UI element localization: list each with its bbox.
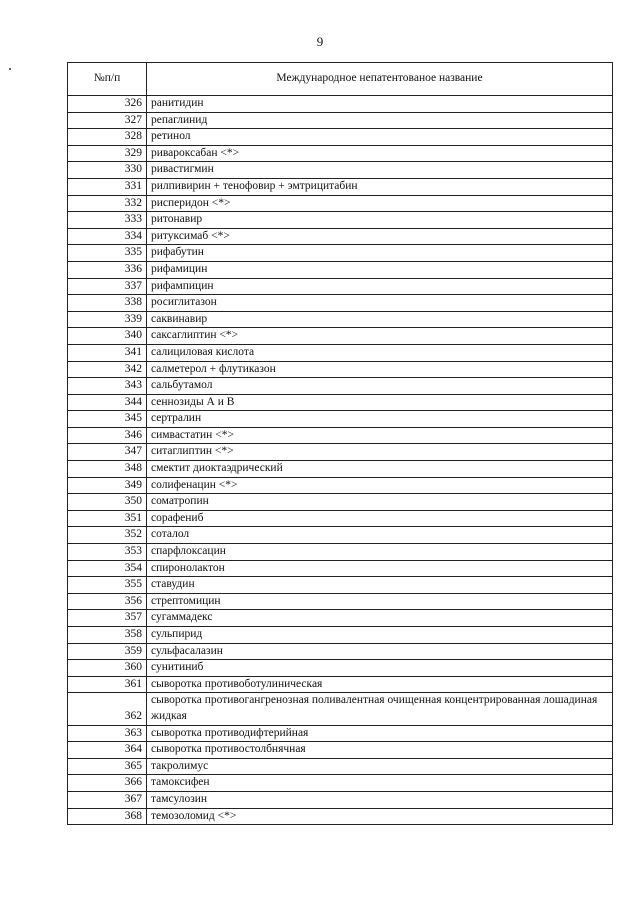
drug-name: ривароксабан <*> bbox=[147, 145, 613, 162]
table-row bbox=[68, 758, 613, 775]
column-header-name: Международное непатентованое название bbox=[147, 63, 613, 96]
table-row bbox=[68, 560, 613, 577]
row-number: 354 bbox=[68, 560, 147, 577]
row-number: 326 bbox=[68, 96, 147, 113]
drug-name: такролимус bbox=[147, 758, 613, 775]
table-row bbox=[68, 444, 613, 461]
row-number: 331 bbox=[68, 178, 147, 195]
row-number: 356 bbox=[68, 593, 147, 610]
row-number: 342 bbox=[68, 361, 147, 378]
drug-name: салметерол + флутиказон bbox=[147, 361, 613, 378]
table-row bbox=[68, 178, 613, 195]
row-number: 357 bbox=[68, 610, 147, 627]
drug-name: сыворотка противодифтерийная bbox=[147, 725, 613, 742]
row-number: 333 bbox=[68, 212, 147, 229]
row-number: 328 bbox=[68, 129, 147, 146]
column-header-number: №п/п bbox=[68, 63, 147, 96]
row-number: 338 bbox=[68, 295, 147, 312]
row-number: 362 bbox=[68, 693, 147, 725]
table-row bbox=[68, 643, 613, 660]
drug-name: сульфасалазин bbox=[147, 643, 613, 660]
table-row bbox=[68, 228, 613, 245]
row-number: 352 bbox=[68, 527, 147, 544]
row-number: 341 bbox=[68, 344, 147, 361]
drug-name: рисперидон <*> bbox=[147, 195, 613, 212]
drug-name: сугаммадекс bbox=[147, 610, 613, 627]
table-row bbox=[68, 427, 613, 444]
row-number: 340 bbox=[68, 328, 147, 345]
row-number: 355 bbox=[68, 577, 147, 594]
table-row bbox=[68, 544, 613, 561]
scan-speck bbox=[9, 68, 11, 70]
table-header-row bbox=[68, 63, 613, 96]
row-number: 360 bbox=[68, 660, 147, 677]
table-row bbox=[68, 394, 613, 411]
table-row bbox=[68, 245, 613, 262]
drug-name: ритуксимаб <*> bbox=[147, 228, 613, 245]
table-row bbox=[68, 378, 613, 395]
drug-name: тамоксифен bbox=[147, 775, 613, 792]
drug-name: тамсулозин bbox=[147, 791, 613, 808]
row-number: 336 bbox=[68, 261, 147, 278]
drug-name: ретинол bbox=[147, 129, 613, 146]
drug-name: сертралин bbox=[147, 411, 613, 428]
drug-name: соматропин bbox=[147, 494, 613, 511]
row-number: 353 bbox=[68, 544, 147, 561]
row-number: 335 bbox=[68, 245, 147, 262]
drug-name: ривастигмин bbox=[147, 162, 613, 179]
drug-name: рифабутин bbox=[147, 245, 613, 262]
row-number: 327 bbox=[68, 112, 147, 129]
table-row bbox=[68, 775, 613, 792]
table-row bbox=[68, 411, 613, 428]
table-row bbox=[68, 129, 613, 146]
drug-name: ставудин bbox=[147, 577, 613, 594]
drug-name: сунитиниб bbox=[147, 660, 613, 677]
table-row bbox=[68, 261, 613, 278]
table-row bbox=[68, 593, 613, 610]
table-row bbox=[68, 494, 613, 511]
table-row bbox=[68, 361, 613, 378]
row-number: 358 bbox=[68, 627, 147, 644]
row-number: 351 bbox=[68, 510, 147, 527]
row-number: 339 bbox=[68, 311, 147, 328]
drug-name: саксаглиптин <*> bbox=[147, 328, 613, 345]
drug-name: стрептомицин bbox=[147, 593, 613, 610]
table-body bbox=[68, 96, 613, 825]
table-row bbox=[68, 577, 613, 594]
row-number: 348 bbox=[68, 461, 147, 478]
table-row bbox=[68, 344, 613, 361]
drug-name: сульпирид bbox=[147, 627, 613, 644]
table-row bbox=[68, 742, 613, 759]
drug-name: ситаглиптин <*> bbox=[147, 444, 613, 461]
row-number: 346 bbox=[68, 427, 147, 444]
row-number: 366 bbox=[68, 775, 147, 792]
row-number: 334 bbox=[68, 228, 147, 245]
row-number: 332 bbox=[68, 195, 147, 212]
table-row bbox=[68, 328, 613, 345]
drug-name: спиронолактон bbox=[147, 560, 613, 577]
drug-name: салициловая кислота bbox=[147, 344, 613, 361]
row-number: 344 bbox=[68, 394, 147, 411]
table-row bbox=[68, 96, 613, 113]
drug-name: росиглитазон bbox=[147, 295, 613, 312]
drug-name: сыворотка противогангренозная поливалентная очищенная концентрированная лошадиная жидкая bbox=[147, 693, 613, 725]
table-row bbox=[68, 693, 613, 725]
drug-name: симвастатин <*> bbox=[147, 427, 613, 444]
drug-list-table bbox=[67, 62, 613, 825]
drug-name: сеннозиды А и В bbox=[147, 394, 613, 411]
table-row bbox=[68, 725, 613, 742]
drug-name: рилпивирин + тенофовир + эмтрицитабин bbox=[147, 178, 613, 195]
drug-name: рифампицин bbox=[147, 278, 613, 295]
row-number: 364 bbox=[68, 742, 147, 759]
drug-name: саквинавир bbox=[147, 311, 613, 328]
drug-name: сыворотка противоботулиническая bbox=[147, 676, 613, 693]
row-number: 349 bbox=[68, 477, 147, 494]
row-number: 347 bbox=[68, 444, 147, 461]
row-number: 330 bbox=[68, 162, 147, 179]
table-row bbox=[68, 195, 613, 212]
drug-name: ритонавир bbox=[147, 212, 613, 229]
drug-name: темозоломид <*> bbox=[147, 808, 613, 825]
drug-name: сорафениб bbox=[147, 510, 613, 527]
row-number: 365 bbox=[68, 758, 147, 775]
table-row bbox=[68, 162, 613, 179]
row-number: 368 bbox=[68, 808, 147, 825]
table-row bbox=[68, 676, 613, 693]
table-row bbox=[68, 145, 613, 162]
row-number: 343 bbox=[68, 378, 147, 395]
table-row bbox=[68, 610, 613, 627]
drug-name: ранитидин bbox=[147, 96, 613, 113]
row-number: 337 bbox=[68, 278, 147, 295]
table-row bbox=[68, 660, 613, 677]
table-row bbox=[68, 311, 613, 328]
drug-name: смектит диоктаэдрический bbox=[147, 461, 613, 478]
row-number: 359 bbox=[68, 643, 147, 660]
row-number: 361 bbox=[68, 676, 147, 693]
drug-name: сальбутамол bbox=[147, 378, 613, 395]
table-row bbox=[68, 461, 613, 478]
table-row bbox=[68, 477, 613, 494]
row-number: 350 bbox=[68, 494, 147, 511]
table-row bbox=[68, 527, 613, 544]
table-row bbox=[68, 112, 613, 129]
row-number: 363 bbox=[68, 725, 147, 742]
table-row bbox=[68, 278, 613, 295]
table-row bbox=[68, 295, 613, 312]
drug-name: репаглинид bbox=[147, 112, 613, 129]
table-row bbox=[68, 212, 613, 229]
row-number: 367 bbox=[68, 791, 147, 808]
drug-name: рифамицин bbox=[147, 261, 613, 278]
drug-name: солифенацин <*> bbox=[147, 477, 613, 494]
table-row bbox=[68, 791, 613, 808]
row-number: 329 bbox=[68, 145, 147, 162]
row-number: 345 bbox=[68, 411, 147, 428]
table-row bbox=[68, 510, 613, 527]
table-row bbox=[68, 627, 613, 644]
drug-name: сыворотка противостолбнячная bbox=[147, 742, 613, 759]
drug-name: спарфлоксацин bbox=[147, 544, 613, 561]
table-row bbox=[68, 808, 613, 825]
drug-name: соталол bbox=[147, 527, 613, 544]
page-number: 9 bbox=[316, 34, 324, 49]
